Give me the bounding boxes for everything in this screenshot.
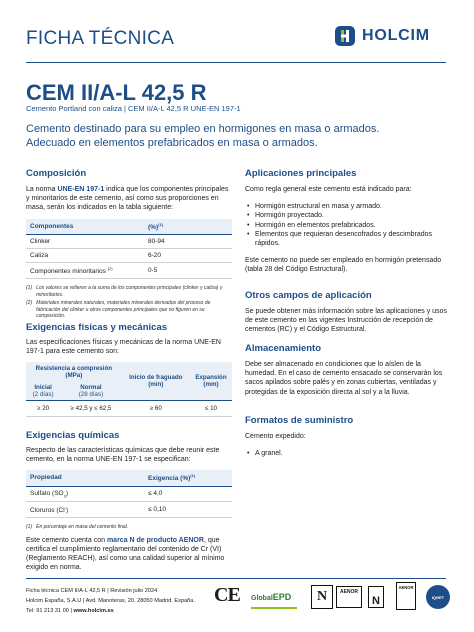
- composicion-text-1: La norma: [26, 186, 56, 193]
- quimicas-heading: Exigencias químicas: [26, 430, 120, 441]
- cloruros-sup: -: [64, 504, 67, 510]
- inicial-sub: (2 días): [32, 391, 54, 399]
- table-cell: Caliza: [26, 248, 144, 262]
- quimicas-col-propiedad: Propiedad: [26, 470, 144, 486]
- formatos-heading: Formatos de suministro: [245, 415, 354, 426]
- fisicas-table: [26, 362, 232, 417]
- composicion-table: [26, 219, 232, 279]
- aplicaciones-list: [245, 202, 450, 248]
- formatos-text: Cemento expedido:: [245, 433, 306, 440]
- quimicas-section: [26, 430, 232, 572]
- aenor-text-1: Este cemento cuenta con: [26, 536, 105, 544]
- holcim-logo: [334, 25, 430, 47]
- normal-sub: (28 días): [78, 391, 104, 399]
- composicion-col-pct-sup: (1): [158, 221, 163, 227]
- table-row: [26, 501, 232, 517]
- table-row: [26, 486, 232, 501]
- composicion-col-componentes: Componentes: [26, 219, 144, 235]
- fisicas-header-row: [26, 362, 232, 382]
- table-row: [26, 262, 232, 278]
- footer-line-3: [26, 606, 195, 616]
- footnote-text: Materiales minerales naturales, materiales minerales derivados del proceso de fabricación del clinker u otros componentes principales que no figuren en su composición.: [36, 300, 211, 320]
- aplicaciones-text: Como regla general este cemento está indicado para:: [245, 186, 412, 193]
- normal-label: Normal: [80, 384, 102, 392]
- header-title: FICHA TÉCNICA: [26, 28, 175, 49]
- table-cell: 6-20: [144, 248, 232, 262]
- aplicaciones-text-2: Este cemento no puede ser empleado en hormigón pretensado (tabla 28 del Código Estructural).: [245, 257, 442, 274]
- aenor-cert-icon: [336, 586, 362, 608]
- resistencia-label: Resistencia a compresión: [35, 365, 113, 373]
- fraguado-header: [122, 362, 190, 401]
- quimicas-footnote: [26, 524, 232, 531]
- formatos-list: [245, 449, 450, 458]
- table-cell: 80-94: [144, 234, 232, 248]
- list-item: • Hormigón proyectado.: [245, 211, 450, 220]
- table-cell: [26, 262, 144, 278]
- intro-line-1: Cemento destinado para su empleo en hormigones en masa o armados.: [26, 123, 380, 135]
- n-small-mark-icon: [368, 586, 384, 608]
- quimicas-table: [26, 470, 232, 518]
- aenor-text-bold: marca N de producto AENOR: [106, 536, 204, 544]
- product-subtitle: Cemento Portland con caliza | CEM II/A-L 42,5 R UNE-EN 197-1: [26, 104, 241, 113]
- composicion-text-bold: UNE-EN 197-1: [57, 186, 105, 193]
- aenor-mark-label: AENOR: [398, 585, 414, 590]
- aenor-label: AENOR: [339, 589, 359, 595]
- intro-line-2: Adecuado en elementos prefabricados en masa o armados.: [26, 137, 318, 149]
- epd-bar: [251, 607, 297, 609]
- logo-wordmark: HOLCIM: [362, 27, 430, 44]
- inicial-label: Inicial: [34, 384, 52, 392]
- normal-header: [60, 382, 121, 401]
- formatos-section: [245, 415, 450, 458]
- otros-section: [245, 290, 450, 335]
- sulfato-label: Sulfato (SO: [30, 489, 64, 497]
- footnote-num: (1): [26, 284, 33, 291]
- expansion-label: Expansión: [195, 374, 227, 382]
- almacenamiento-heading: Almacenamiento: [245, 343, 322, 354]
- fraguado-label: Inicio de fraguado: [129, 374, 183, 382]
- footnote-num: (1): [26, 524, 33, 531]
- epd-label-b: EPD: [272, 592, 292, 602]
- otros-heading: Otros campos de aplicación: [245, 290, 372, 301]
- expansion-header: [190, 362, 232, 401]
- footer-line-2: Holcim España, S.A.U | Avd. Manoteras, 20. 28050 Madrid. España.: [26, 598, 195, 604]
- fisicas-heading: Exigencias físicas y mecánicas: [26, 322, 168, 333]
- n-mark-icon: N: [311, 585, 333, 609]
- table-cell: ≤ 4,0: [144, 486, 232, 501]
- row-sup: (2): [107, 265, 113, 271]
- sulfato-end: ): [65, 489, 69, 497]
- fisicas-text: Las especificaciones físicas y mecánicas de la norma UNE-EN 197-1 para este cemento son:: [26, 339, 221, 356]
- quimicas-col-exigencia: [144, 470, 232, 486]
- intro-text: [26, 122, 426, 150]
- list-item: • Hormigón estructural en masa y armado.: [245, 202, 450, 211]
- epd-label-a: Global: [251, 595, 273, 602]
- footnote-num: (2): [26, 300, 33, 307]
- footnote-2: [26, 300, 232, 320]
- list-item: • A granel.: [245, 449, 450, 458]
- composicion-text-2: indica que los componentes principales y minoritarios de este cemento, así como sus proporciones en masa, serán los indicados en la tabla siguiente:: [26, 186, 229, 212]
- row-label: Componentes minoritarios: [30, 267, 106, 275]
- composicion-col-pct: [144, 219, 232, 235]
- header-divider: [26, 62, 446, 63]
- footer-website-link[interactable]: www.holcim.es: [73, 608, 114, 614]
- composicion-col-pct-label: (%): [148, 223, 159, 231]
- almacenamiento-text: Debe ser almacenado en condiciones que lo aíslen de la humedad. En el caso de cemento ensacado se conservarán los sacos apilados sobre palés y en zonas cubiertas, ventiladas y protegidas de la exposición directa al sol y a la lluvia.: [245, 361, 443, 396]
- footer-phone: Tel: 91 213 31 00 |: [26, 608, 72, 614]
- table-cell: 0-5: [144, 262, 232, 278]
- quimicas-col-exigencia-sup: (1): [190, 473, 196, 479]
- list-item: • Hormigón en elementos prefabricados.: [245, 221, 450, 230]
- composicion-table-header: [26, 219, 232, 235]
- quimicas-col-exigencia-label: Exigencia (%): [148, 475, 191, 483]
- table-cell: Clinker: [26, 234, 144, 248]
- footnote-1: [26, 285, 232, 298]
- footer: [26, 586, 195, 616]
- aenor-mark-icon: [396, 582, 416, 610]
- aplicaciones-section: [245, 168, 450, 275]
- holcim-logo-icon: [334, 25, 356, 47]
- composicion-text: [26, 185, 232, 213]
- product-title: CEM II/A-L 42,5 R: [26, 80, 207, 105]
- resistencia-unit: (MPa): [65, 372, 83, 380]
- aplicaciones-heading: Aplicaciones principales: [245, 168, 357, 179]
- table-cell: ≤ 10: [204, 405, 217, 413]
- iqnet-icon: IQNET: [426, 585, 450, 609]
- expansion-unit: (mm): [203, 381, 219, 389]
- inicial-header: [26, 382, 60, 401]
- composicion-notes: [26, 285, 232, 320]
- table-cell: ≤ 0,10: [144, 501, 232, 517]
- table-row: [26, 401, 232, 417]
- list-item: • Elementos que requieran desencofrados y descimbrados rápidos.: [245, 230, 450, 248]
- n-small-label: N: [372, 595, 380, 607]
- footnote-text: Los valores se refieren a la suma de los componentes principales (clinker y caliza) y minoritarios.: [36, 284, 223, 298]
- table-cell: ≥ 42,5 y ≤ 62,5: [70, 405, 112, 413]
- footnote-text: En porcentaje en masa del cemento final.: [36, 524, 129, 531]
- cloruros-end: ): [66, 507, 69, 515]
- aenor-text-2: , que certifica el cumplimiento reglamentario del contenido de Cr (VI) (Reglamento REACH), así como una calidad superior al mínimo exigido en norma.: [26, 536, 225, 572]
- resistencia-header: [26, 362, 122, 382]
- fisicas-section: [26, 322, 232, 417]
- composicion-section: [26, 168, 232, 320]
- quimicas-text: Respecto de las características químicas que debe reunir este cemento, en la norma UNE-EN 197-1 se especifican:: [26, 447, 220, 464]
- composicion-heading: Composición: [26, 168, 87, 179]
- table-cell: ≥ 20: [37, 405, 50, 413]
- cloruros-label: Cloruros (Cl: [30, 507, 65, 515]
- table-cell: [26, 501, 144, 517]
- ce-mark-icon: CE: [214, 584, 240, 606]
- footer-line-1: Ficha técnica CEM II/A-L 42,5 R | Revisión julio 2024: [26, 588, 158, 594]
- table-row: [26, 248, 232, 262]
- global-epd-icon: [251, 587, 299, 607]
- almacenamiento-section: [245, 343, 450, 397]
- quimicas-table-header: [26, 470, 232, 486]
- footer-divider: [26, 578, 446, 579]
- otros-text: Se puede obtener más información sobre las aplicaciones y usos de este cemento en las vigentes Instrucción de recepción de cementos (RC) y el Código Estructural.: [245, 308, 447, 334]
- aenor-text: [26, 536, 232, 573]
- table-cell: [26, 486, 144, 501]
- table-cell: ≥ 60: [149, 405, 162, 413]
- table-row: [26, 234, 232, 248]
- fraguado-unit: (min): [148, 381, 164, 389]
- sulfato-sub: 3: [63, 492, 66, 498]
